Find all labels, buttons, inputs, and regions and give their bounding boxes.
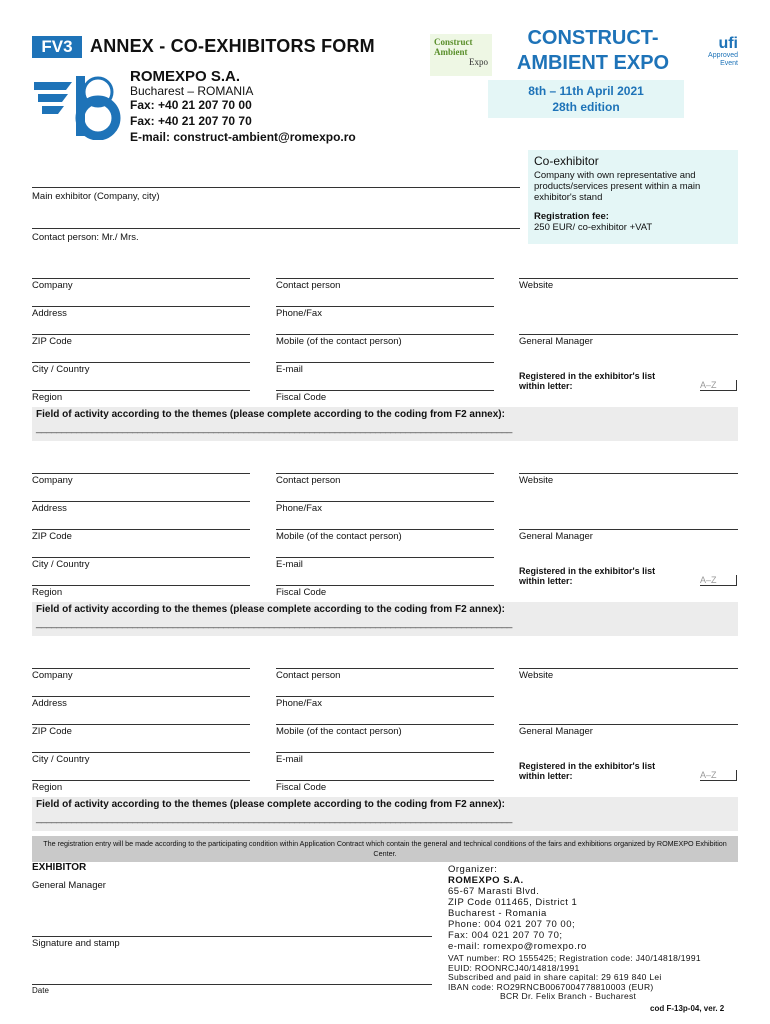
block2-website-label: Website — [519, 475, 554, 486]
block2-registered-label — [519, 566, 655, 586]
block3-contact-person-label: Contact person — [276, 670, 341, 681]
block2-address-label: Address — [32, 503, 67, 514]
block2-address-input[interactable] — [32, 501, 250, 502]
coexhibitor-info-box — [528, 150, 738, 244]
event-dates: 8th – 11th April 2021 — [528, 84, 644, 98]
event-dates-box — [488, 80, 684, 118]
logo-line-3: Expo — [469, 57, 488, 67]
block2-company-label: Company — [32, 475, 73, 486]
construct-ambient-logo — [430, 34, 492, 76]
ufi-sub-1: Approved — [708, 52, 738, 59]
block2-zip-input[interactable] — [32, 529, 250, 530]
block2-email-input[interactable] — [276, 557, 494, 558]
block3-website-input[interactable] — [519, 668, 738, 669]
ufi-logo-text: ufi — [718, 35, 738, 52]
block1-fiscal-code-input[interactable] — [276, 390, 494, 391]
legal-bank: BCR Dr. Felix Branch - Bucharest — [500, 991, 637, 1001]
block1-phone-fax-label: Phone/Fax — [276, 308, 322, 319]
block3-city-country-input[interactable] — [32, 752, 250, 753]
logo-line-1: Construct — [434, 37, 473, 47]
block2-fiscal-code-input[interactable] — [276, 585, 494, 586]
organizer-address-1: 65-67 Marasti Blvd. — [448, 886, 540, 897]
block1-region-input[interactable] — [32, 390, 250, 391]
main-exhibitor-line[interactable] — [32, 187, 520, 188]
coexhibitor-heading: Co-exhibitor — [534, 154, 599, 168]
block3-phone-fax-label: Phone/Fax — [276, 698, 322, 709]
block1-city-country-label: City / Country — [32, 364, 90, 375]
block3-region-label: Region — [32, 782, 63, 793]
block1-mobile-input[interactable] — [276, 334, 494, 335]
block1-email-input[interactable] — [276, 362, 494, 363]
event-title-line-2: AMBIENT EXPO — [516, 52, 670, 74]
legal-euid: EUID: ROONRCJ40/14818/1991 — [448, 962, 580, 973]
block3-fiscal-code-input[interactable] — [276, 780, 494, 781]
block3-website-label: Website — [519, 670, 554, 681]
block2-contact-person-label: Contact person — [276, 475, 341, 486]
block3-email-input[interactable] — [276, 752, 494, 753]
legal-vat: VAT number: RO 1555425; Registration code: J40/14818/1991 — [448, 953, 701, 963]
block1-address-input[interactable] — [32, 306, 250, 307]
block2-az-hint: A–Z — [700, 575, 717, 585]
block1-website-input[interactable] — [519, 278, 738, 279]
event-title — [498, 26, 688, 76]
block2-within-letter-text: within letter: — [519, 576, 573, 586]
registration-fee-label: Registration fee: — [534, 211, 609, 222]
block3-zip-input[interactable] — [32, 724, 250, 725]
block3-az-hint: A–Z — [700, 770, 717, 780]
block3-zip-label: ZIP Code — [32, 726, 72, 737]
signature-line[interactable] — [32, 936, 432, 937]
block2-contact-person-input[interactable] — [276, 473, 494, 474]
block1-registered-label — [519, 371, 655, 391]
block2-field-of-activity-label: Field of activity according to the themes (please complete according to the coding from F2 annex): — [36, 604, 505, 615]
organizer-email: E-mail: construct-ambient@romexpo.ro — [130, 130, 356, 144]
organizer-address-3: Bucharest - Romania — [448, 908, 547, 919]
block2-registered-text: Registered in the exhibitor's list — [519, 566, 656, 576]
block3-city-country-label: City / Country — [32, 754, 90, 765]
block1-contact-person-input[interactable] — [276, 278, 494, 279]
organizer-fax-1: Fax: +40 21 207 70 00 — [130, 98, 252, 112]
block1-zip-label: ZIP Code — [32, 336, 72, 347]
date-line[interactable] — [32, 984, 432, 985]
block2-city-country-input[interactable] — [32, 557, 250, 558]
organizer-fax-2: Fax: +40 21 207 70 70 — [130, 114, 252, 128]
contact-person-label: Contact person: Mr./ Mrs. — [32, 232, 139, 243]
organizer-name: ROMEXPO S.A. — [130, 68, 241, 85]
block2-general-manager-input[interactable] — [519, 529, 738, 530]
block2-mobile-label: Mobile (of the contact person) — [276, 531, 402, 542]
block3-contact-person-input[interactable] — [276, 668, 494, 669]
block3-fiscal-code-label: Fiscal Code — [276, 782, 327, 793]
registration-note: The registration entry will be made according to the participating condition within Application Contract which contain the general and technical conditions of the fairs and exhibitions organized by ROMEXPO Exhibition Center. — [32, 836, 738, 862]
block3-general-manager-label: General Manager — [519, 726, 593, 737]
block1-address-label: Address — [32, 308, 67, 319]
block2-company-input[interactable] — [32, 473, 250, 474]
block1-mobile-label: Mobile (of the contact person) — [276, 336, 402, 347]
block1-field-of-activity[interactable] — [32, 407, 738, 441]
block3-address-label: Address — [32, 698, 67, 709]
block2-phone-fax-label: Phone/Fax — [276, 503, 322, 514]
event-edition: 28th edition — [552, 100, 620, 114]
ufi-logo — [690, 36, 738, 70]
legal-info — [448, 954, 701, 1002]
legal-iban: IBAN code: RO29RNCB0067004778810003 (EUR) — [448, 981, 654, 992]
block3-registered-text: Registered in the exhibitor's list — [519, 761, 656, 771]
block1-website-label: Website — [519, 280, 554, 291]
block3-field-of-activity[interactable] — [32, 797, 738, 831]
organizer-label: Organizer: — [448, 864, 498, 875]
block1-letter-input[interactable] — [700, 380, 737, 391]
organizer-fax: Fax: 004 021 207 70 70; — [448, 930, 563, 941]
block3-company-label: Company — [32, 670, 73, 681]
general-manager-label: General Manager — [32, 880, 106, 891]
block1-within-letter-text: within letter: — [519, 381, 573, 391]
block1-contact-person-label: Contact person — [276, 280, 341, 291]
date-label: Date — [32, 986, 49, 995]
block2-field-of-activity[interactable] — [32, 602, 738, 636]
exhibitor-heading: EXHIBITOR — [32, 862, 87, 873]
signature-label: Signature and stamp — [32, 938, 120, 949]
block1-field-of-activity-line: ______________________________________________________________________________________________ — [36, 423, 512, 434]
block1-general-manager-label: General Manager — [519, 336, 593, 347]
block1-field-of-activity-label: Field of activity according to the themes (please complete according to the coding from F2 annex): — [36, 409, 505, 420]
block2-region-input[interactable] — [32, 585, 250, 586]
block2-city-country-label: City / Country — [32, 559, 90, 570]
block3-phone-fax-input[interactable] — [276, 696, 494, 697]
organizer-city: Bucharest – ROMANIA — [130, 84, 254, 98]
logo-line-2: Ambient — [434, 47, 468, 57]
page-title: ANNEX - CO-EXHIBITORS FORM — [90, 36, 375, 56]
block3-field-of-activity-line: ______________________________________________________________________________________________ — [36, 813, 512, 824]
organizer-phone: Phone: 004 021 207 70 00; — [448, 919, 576, 930]
block2-phone-fax-input[interactable] — [276, 501, 494, 502]
block3-general-manager-input[interactable] — [519, 724, 738, 725]
block2-field-of-activity-line: ______________________________________________________________________________________________ — [36, 618, 512, 629]
block1-company-input[interactable] — [32, 278, 250, 279]
block3-mobile-label: Mobile (of the contact person) — [276, 726, 402, 737]
romexpo-logo — [32, 72, 122, 140]
coexhibitor-description: Company with own representative and products/services present within a main exhibitor's stand — [534, 170, 701, 203]
block1-city-country-input[interactable] — [32, 362, 250, 363]
main-exhibitor-label: Main exhibitor (Company, city) — [32, 191, 160, 202]
organizer-footer-name: ROMEXPO S.A. — [448, 875, 524, 886]
block1-general-manager-input[interactable] — [519, 334, 738, 335]
block1-zip-input[interactable] — [32, 334, 250, 335]
block2-email-label: E-mail — [276, 559, 303, 570]
block3-email-label: E-mail — [276, 754, 303, 765]
organizer-block — [448, 864, 587, 952]
block2-mobile-input[interactable] — [276, 529, 494, 530]
form-tag: FV3 — [32, 36, 82, 58]
block1-registered-text: Registered in the exhibitor's list — [519, 371, 656, 381]
block2-fiscal-code-label: Fiscal Code — [276, 587, 327, 598]
registration-fee-value: 250 EUR/ co-exhibitor +VAT — [534, 222, 653, 233]
ufi-sub-2: Event — [720, 60, 738, 67]
event-title-line-1: CONSTRUCT- — [527, 27, 659, 49]
block1-company-label: Company — [32, 280, 73, 291]
block2-region-label: Region — [32, 587, 63, 598]
organizer-footer-email: e-mail: romexpo@romexpo.ro — [448, 941, 587, 952]
form-code: cod F-13p-04, ver. 2 — [650, 1004, 725, 1013]
block3-company-input[interactable] — [32, 668, 250, 669]
contact-person-line[interactable] — [32, 228, 520, 229]
block2-website-input[interactable] — [519, 473, 738, 474]
block3-letter-input[interactable] — [700, 770, 737, 781]
block1-az-hint: A–Z — [700, 380, 717, 390]
block2-general-manager-label: General Manager — [519, 531, 593, 542]
block3-field-of-activity-label: Field of activity according to the themes (please complete according to the coding from F2 annex): — [36, 799, 505, 810]
block3-region-input[interactable] — [32, 780, 250, 781]
block3-mobile-input[interactable] — [276, 724, 494, 725]
block3-address-input[interactable] — [32, 696, 250, 697]
block1-fiscal-code-label: Fiscal Code — [276, 392, 327, 403]
block3-registered-label — [519, 761, 655, 781]
block1-region-label: Region — [32, 392, 63, 403]
block2-letter-input[interactable] — [700, 575, 737, 586]
legal-capital: Subscribed and paid in share capital: 29 619 840 Lei — [448, 972, 662, 982]
block1-email-label: E-mail — [276, 364, 303, 375]
block2-zip-label: ZIP Code — [32, 531, 72, 542]
organizer-address-2: ZIP Code 011465, District 1 — [448, 897, 578, 908]
block1-phone-fax-input[interactable] — [276, 306, 494, 307]
block3-within-letter-text: within letter: — [519, 771, 573, 781]
